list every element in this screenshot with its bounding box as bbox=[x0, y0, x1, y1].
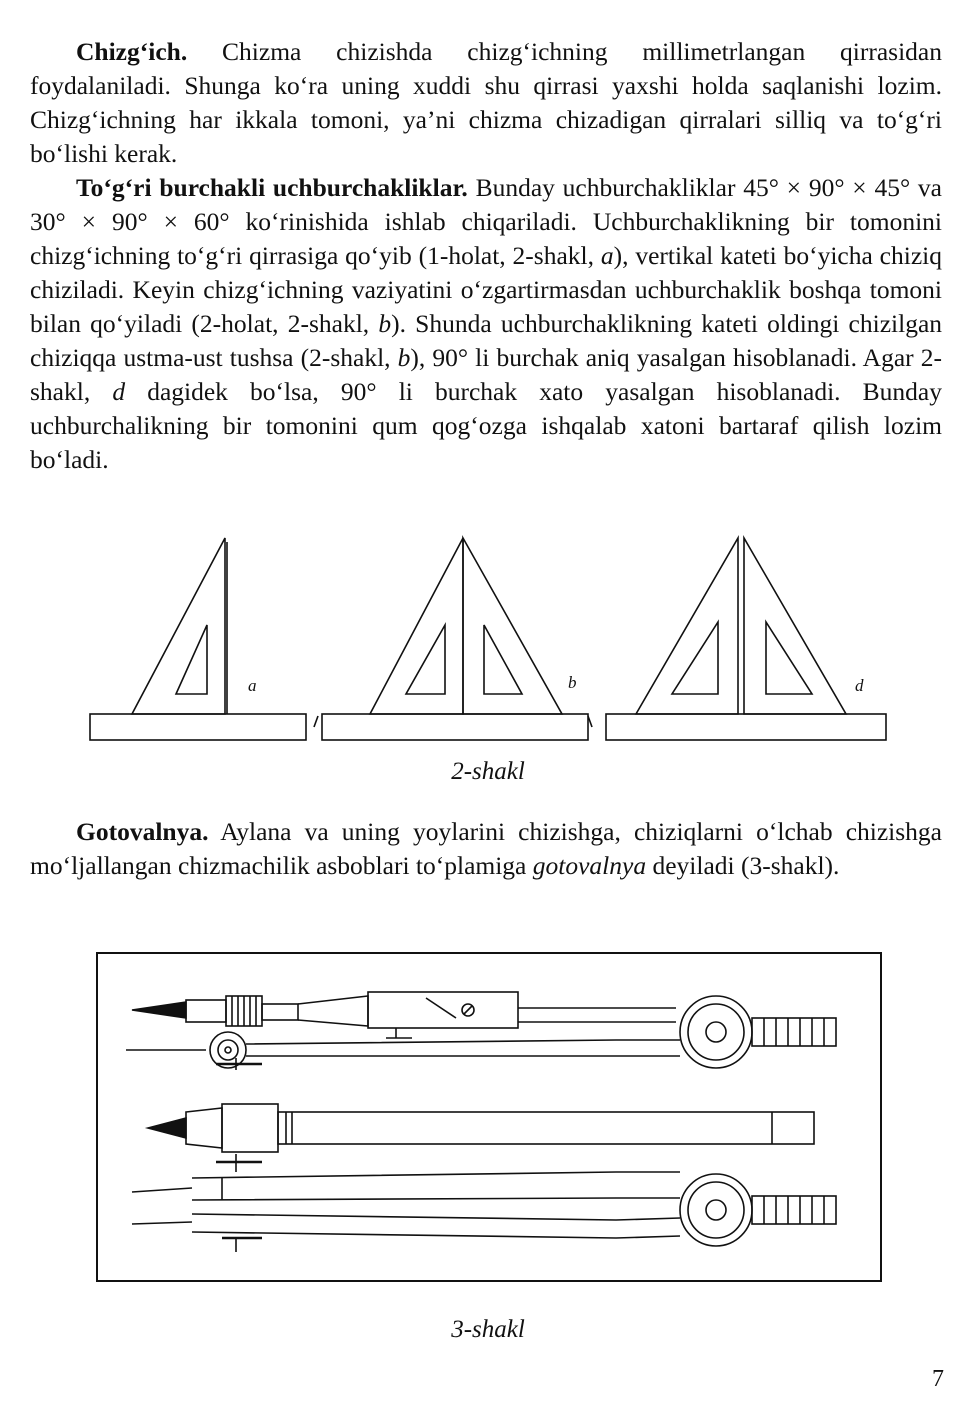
triangles-text-4: ), 90° li burchak aniq yasalgan hisoblanadi. Agar 2-shakl, bbox=[30, 343, 942, 406]
ref-b2: b bbox=[397, 343, 411, 372]
triangles-text-2: ), vertikal kateti bo‘yicha chiziq chiziladi. Keyin chizg‘ichning vaziyatini o‘zgartirmasdan uchburchaklik boshqa tomoni bilan qo‘yiladi (2-holat, 2-shakl, bbox=[30, 241, 942, 338]
ref-b1: b bbox=[378, 309, 392, 338]
triangles-text-3: ). Shunda uchburchaklikning kateti oldingi chizilgan chiziqqa ustma-ust tushsa (2-shakl, bbox=[30, 309, 943, 372]
set-square-a bbox=[132, 538, 227, 714]
ref-d: d bbox=[112, 377, 126, 406]
triangles-text-1: Bunday uchburchakliklar 45° × 90° × 45° va 30° × 90° × 60° ko‘rinishida ishlab chiqariladi. Uchburchaklikning bir tomonini chizg‘ichning to‘g‘ri qirrasiga qo‘yib (1-holat, 2-shakl, bbox=[30, 173, 943, 270]
panel-label-b: b bbox=[568, 673, 577, 692]
compass-bottom bbox=[132, 1058, 836, 1252]
figure-3-caption: 3-shakl bbox=[451, 1316, 525, 1343]
term-triangles: To‘g‘ri burchakli uchburchakliklar. bbox=[76, 173, 468, 202]
ruler-d bbox=[606, 714, 886, 740]
page-number: 7 bbox=[932, 1366, 944, 1392]
compass-top bbox=[126, 992, 836, 1068]
term-compass: Gotovalnya. bbox=[76, 817, 209, 846]
compass-text-1: Aylana va uning yoylarini chizishga, chiziqlarni o‘lchab chizishga mo‘ljallangan chizmachilik asboblari to‘plamiga bbox=[30, 817, 943, 880]
panel-label-d: d bbox=[855, 676, 864, 695]
ref-a: a bbox=[600, 241, 614, 270]
ruler-text: Chizma chizishda chizg‘ichning millimetrlangan qirrasidan foydalaniladi. Shunga ko‘ra uning xuddi shu qirrasi yaxshi holda saqlanishi lozim. Chizg‘ichning har ikkala tomoni, ya’ni chizma chizadigan qirralari silliq va to‘g‘ri bo‘lishi kerak. bbox=[30, 37, 942, 168]
set-square-b bbox=[370, 538, 562, 714]
figure-2-caption: 2-shakl bbox=[451, 758, 525, 785]
term-ruler: Chizg‘ich. bbox=[76, 37, 188, 66]
paragraph-ruler bbox=[30, 35, 942, 171]
compass-emph: gotovalnya bbox=[532, 851, 647, 880]
triangles-text-5: dagidek bo‘lsa, 90° li burchak xato yasalgan hisoblanadi. Bunday uchburchalikning bir tomonini qum qog‘ozga ishqalab xatoni bartaraf qilish lozim bo‘ladi. bbox=[30, 377, 942, 474]
set-square-d bbox=[636, 538, 846, 714]
panel-label-a: a bbox=[248, 676, 257, 695]
ruler-b bbox=[322, 714, 588, 740]
paragraph-compass bbox=[30, 815, 942, 883]
ruler-a bbox=[90, 714, 306, 740]
compass-text-2: deyiladi (3-shakl). bbox=[646, 851, 840, 880]
pencil-holder bbox=[148, 1104, 814, 1152]
paragraph-triangles bbox=[30, 171, 942, 477]
figure-3-compass-set bbox=[96, 952, 882, 1282]
figure-2-set-squares bbox=[0, 530, 976, 750]
